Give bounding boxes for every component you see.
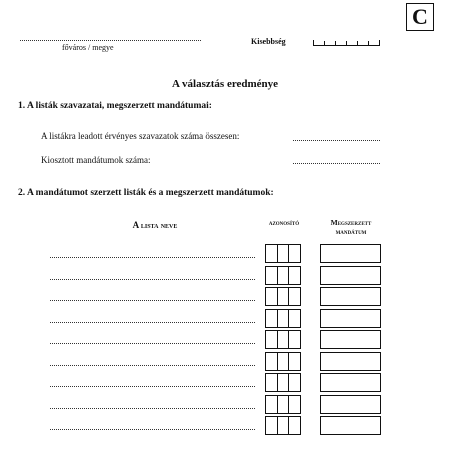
- list-id-digit-box[interactable]: [266, 374, 278, 391]
- page-title: A választás eredménye: [171, 78, 279, 90]
- list-id-boxes[interactable]: [265, 373, 301, 392]
- list-id-digit-box[interactable]: [289, 374, 300, 391]
- form-type-letter: C: [406, 3, 434, 31]
- location-caption: főváros / megye: [62, 43, 114, 52]
- list-id-boxes[interactable]: [265, 395, 301, 414]
- list-id-digit-box[interactable]: [278, 245, 290, 262]
- list-id-digit-box[interactable]: [278, 310, 290, 327]
- list-id-digit-box[interactable]: [289, 288, 300, 305]
- list-id-digit-box[interactable]: [289, 396, 300, 413]
- mandates-won-box[interactable]: [320, 416, 381, 435]
- list-id-digit-box[interactable]: [266, 331, 278, 348]
- list-id-digit-box[interactable]: [289, 267, 300, 284]
- list-id-digit-box[interactable]: [278, 417, 290, 434]
- mandates-won-box[interactable]: [320, 244, 381, 263]
- list-name-field[interactable]: [50, 408, 255, 409]
- list-id-digit-box[interactable]: [278, 353, 290, 370]
- mandates-won-box[interactable]: [320, 395, 381, 414]
- list-id-digit-box[interactable]: [266, 396, 278, 413]
- list-id-digit-box[interactable]: [266, 310, 278, 327]
- mandates-won-box[interactable]: [320, 309, 381, 328]
- column-header-mandates: [318, 219, 384, 236]
- column-header-list-name: A lista neve: [132, 220, 178, 230]
- list-name-field[interactable]: [50, 257, 255, 258]
- list-name-field[interactable]: [50, 365, 255, 366]
- mandates-count-label: Kiosztott mandátumok száma:: [41, 155, 151, 165]
- column-header-id: azonosító: [268, 218, 300, 227]
- list-name-field[interactable]: [50, 386, 255, 387]
- list-id-boxes[interactable]: [265, 416, 301, 435]
- list-id-digit-box[interactable]: [278, 267, 290, 284]
- list-name-field[interactable]: [50, 322, 255, 323]
- list-id-digit-box[interactable]: [289, 310, 300, 327]
- list-id-digit-box[interactable]: [278, 288, 290, 305]
- section-1-heading: 1. A listák szavazatai, megszerzett mandátumai:: [18, 101, 212, 111]
- list-id-boxes[interactable]: [265, 330, 301, 349]
- list-id-digit-box[interactable]: [278, 331, 290, 348]
- mandates-won-box[interactable]: [320, 352, 381, 371]
- mandates-count-field[interactable]: [293, 163, 380, 164]
- list-id-digit-box[interactable]: [266, 267, 278, 284]
- list-id-digit-box[interactable]: [278, 374, 290, 391]
- list-id-digit-box[interactable]: [266, 353, 278, 370]
- list-id-boxes[interactable]: [265, 309, 301, 328]
- list-id-digit-box[interactable]: [266, 417, 278, 434]
- column-header-mandates-line1: Megszerzett: [330, 218, 372, 227]
- list-id-boxes[interactable]: [265, 352, 301, 371]
- mandates-won-box[interactable]: [320, 266, 381, 285]
- location-field[interactable]: [20, 40, 201, 41]
- valid-votes-field[interactable]: [293, 140, 380, 141]
- list-id-boxes[interactable]: [265, 266, 301, 285]
- list-id-digit-box[interactable]: [289, 331, 300, 348]
- list-id-boxes[interactable]: [265, 287, 301, 306]
- list-id-digit-box[interactable]: [289, 353, 300, 370]
- column-header-mandates-line2: mandátum: [335, 226, 367, 236]
- list-id-digit-box[interactable]: [278, 396, 290, 413]
- list-id-digit-box[interactable]: [289, 417, 300, 434]
- minority-code-field[interactable]: [313, 40, 380, 46]
- list-name-field[interactable]: [50, 279, 255, 280]
- mandates-won-box[interactable]: [320, 373, 381, 392]
- minority-label: Kisebbség: [251, 37, 286, 46]
- list-name-field[interactable]: [50, 429, 255, 430]
- mandates-won-box[interactable]: [320, 330, 381, 349]
- list-id-digit-box[interactable]: [266, 288, 278, 305]
- list-name-field[interactable]: [50, 300, 255, 301]
- valid-votes-label: A listákra leadott érvényes szavazatok száma összesen:: [41, 131, 240, 141]
- list-id-digit-box[interactable]: [266, 245, 278, 262]
- list-name-field[interactable]: [50, 343, 255, 344]
- section-2-heading: 2. A mandátumot szerzett listák és a megszerzett mandátumok:: [18, 188, 274, 198]
- list-id-boxes[interactable]: [265, 244, 301, 263]
- mandates-won-box[interactable]: [320, 287, 381, 306]
- list-id-digit-box[interactable]: [289, 245, 300, 262]
